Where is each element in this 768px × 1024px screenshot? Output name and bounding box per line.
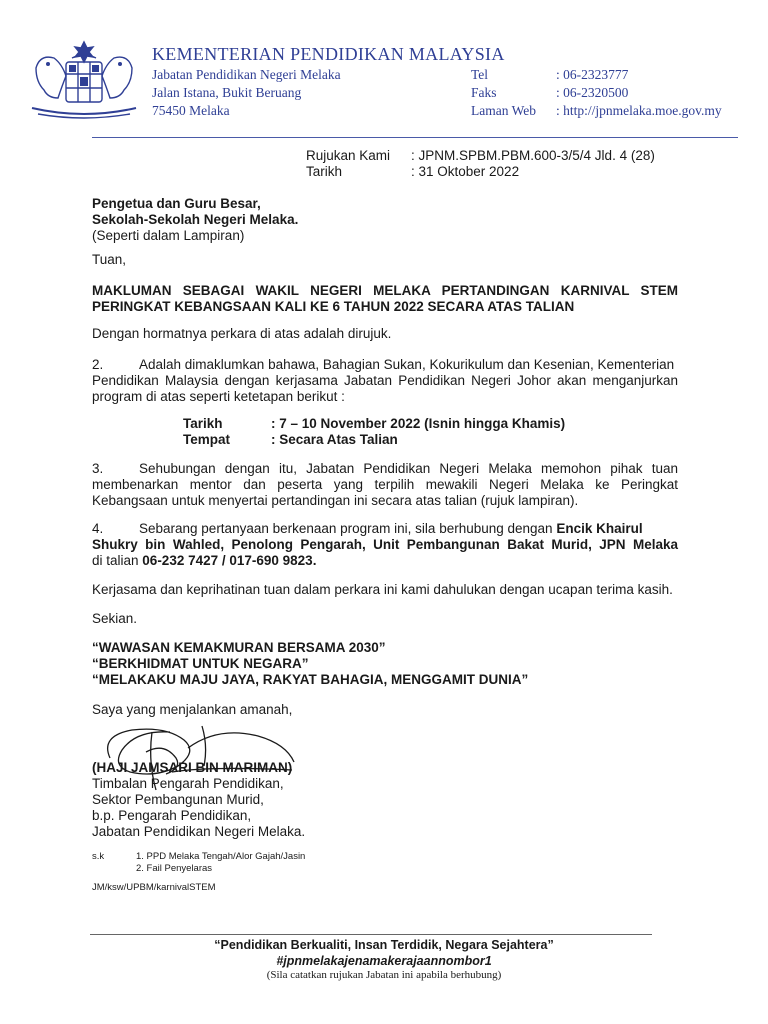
fax-value: : 06-2320500: [556, 85, 629, 100]
slogan: “MELAKAKU MAJU JAYA, RAKYAT BAHAGIA, MENGGAMIT DUNIA”: [92, 672, 529, 687]
contact-values: [556, 66, 722, 120]
rujukan-label: Rujukan Kami: [306, 148, 391, 163]
ministry-name: KEMENTERIAN PENDIDIKAN MALAYSIA: [152, 44, 505, 64]
signatory-title: b.p. Pengarah Pendidikan,: [92, 808, 252, 823]
para4-text: di talian: [92, 553, 143, 568]
detail-value: : 7 – 10 November 2022 (Isnin hingga Khamis): [271, 416, 566, 431]
signatory-title: Timbalan Pengarah Pendidikan,: [92, 776, 284, 791]
para4-line: [139, 521, 678, 537]
tel-label: Tel: [471, 67, 489, 82]
detail-value: : Secara Atas Talian: [271, 432, 398, 447]
para3-line: membenarkan mentor dan peserta yang terpilih mewakili Negeri Melaka ke Peringkat: [92, 477, 678, 492]
slogan: “WAWASAN KEMAKMURAN BERSAMA 2030”: [92, 640, 386, 655]
tel-value: : 06-2323777: [556, 67, 629, 82]
address-line: Jabatan Pendidikan Negeri Melaka: [152, 67, 341, 82]
sk-list: [136, 851, 305, 875]
signatory-title: Jabatan Pendidikan Negeri Melaka.: [92, 824, 306, 839]
recipient-line: Pengetua dan Guru Besar,: [92, 196, 261, 211]
signatory-title: Sektor Pembangunan Murid,: [92, 792, 264, 807]
fax-label: Faks: [471, 85, 497, 100]
para4-number: 4.: [92, 521, 104, 536]
footer-hashtag: #jpnmelakajenamakerajaannombor1: [276, 954, 492, 968]
website-label: Laman Web: [471, 103, 537, 118]
file-reference: JM/ksw/UPBM/karnivalSTEM: [92, 882, 216, 893]
detail-label: Tempat: [183, 432, 231, 447]
tarikh-label: Tarikh: [306, 164, 343, 179]
amanah-line: Saya yang menjalankan amanah,: [92, 702, 293, 717]
address-line: 75450 Melaka: [152, 103, 230, 118]
contact-phone: 06-232 7427 / 017-690 9823.: [142, 553, 317, 568]
para2-line: Adalah dimaklumkan bahawa, Bahagian Sukan, Kokurikulum dan Kesenian, Kementerian: [139, 357, 675, 372]
salutation: Tuan,: [92, 252, 127, 267]
subject-line: MAKLUMAN SEBAGAI WAKIL NEGERI MELAKA PERTANDINGAN KARNIVAL STEM: [92, 283, 678, 298]
footer-divider: [90, 934, 652, 935]
para2-line: program di atas seperti ketetapan berikut :: [92, 389, 345, 404]
reference-labels: [306, 148, 390, 180]
recipient-block: [92, 196, 298, 244]
para4-line: Shukry bin Wahled, Penolong Pengarah, Unit Pembangunan Bakat Murid, JPN Melaka: [92, 537, 678, 552]
slogans: [92, 640, 528, 688]
recipient-line: Sekolah-Sekolah Negeri Melaka.: [92, 212, 299, 227]
sk-item: 2. Fail Penyelaras: [136, 863, 213, 874]
signatory-name: (HAJI JAMSARI BIN MARIMAN): [92, 760, 293, 775]
para2-number: 2.: [92, 357, 104, 372]
letterhead-address: [152, 66, 341, 120]
tarikh-value: : 31 Oktober 2022: [411, 164, 520, 179]
details-values: [271, 416, 565, 448]
closing: Sekian.: [92, 611, 138, 626]
para3-line: Kebangsaan untuk menyertai pertandingan ini secara atas talian (rujuk lampiran).: [92, 493, 579, 508]
slogan: “BERKHIDMAT UNTUK NEGARA”: [92, 656, 309, 671]
footer-note: (Sila catatkan rujukan Jabatan ini apabila berhubung): [266, 969, 502, 981]
para4-line: [92, 553, 316, 569]
coat-of-arms-logo: [28, 38, 140, 120]
letterhead-divider: [92, 137, 738, 138]
footer-motto: “Pendidikan Berkualiti, Insan Terdidik, Negara Sejahtera”: [214, 938, 554, 952]
para4-text: Sebarang pertanyaan berkenaan program ini, sila berhubung dengan: [139, 521, 557, 536]
sk-item: 1. PPD Melaka Tengah/Alor Gajah/Jasin: [136, 851, 306, 862]
website-link[interactable]: : http://jpnmelaka.moe.gov.my: [556, 103, 722, 118]
detail-label: Tarikh: [183, 416, 223, 431]
paragraph-5: Kerjasama dan keprihatinan tuan dalam perkara ini kami dahulukan dengan ucapan terima kasih.: [92, 582, 673, 597]
para3-number: 3.: [92, 461, 104, 476]
contact-labels: [471, 66, 536, 120]
contact-person: Encik Khairul: [556, 521, 643, 536]
rujukan-value: : JPNM.SPBM.PBM.600-3/5/4 Jld. 4 (28): [411, 148, 655, 163]
details-labels: [183, 416, 230, 448]
paragraph-1: Dengan hormatnya perkara di atas adalah dirujuk.: [92, 326, 392, 341]
para2-line: Pendidikan Malaysia dengan kerjasama Jabatan Pendidikan Negeri Johor akan menganjurkan: [92, 373, 678, 388]
signatory-block: [92, 760, 305, 840]
subject: [92, 283, 678, 315]
sk-label: s.k: [92, 851, 105, 862]
para3-line: Sehubungan dengan itu, Jabatan Pendidikan Negeri Melaka memohon pihak tuan: [139, 461, 678, 476]
recipient-note: (Seperti dalam Lampiran): [92, 228, 245, 243]
reference-values: [411, 148, 655, 180]
address-line: Jalan Istana, Bukit Beruang: [152, 85, 302, 100]
subject-line: PERINGKAT KEBANGSAAN KALI KE 6 TAHUN 2022 SECARA ATAS TALIAN: [92, 299, 575, 314]
